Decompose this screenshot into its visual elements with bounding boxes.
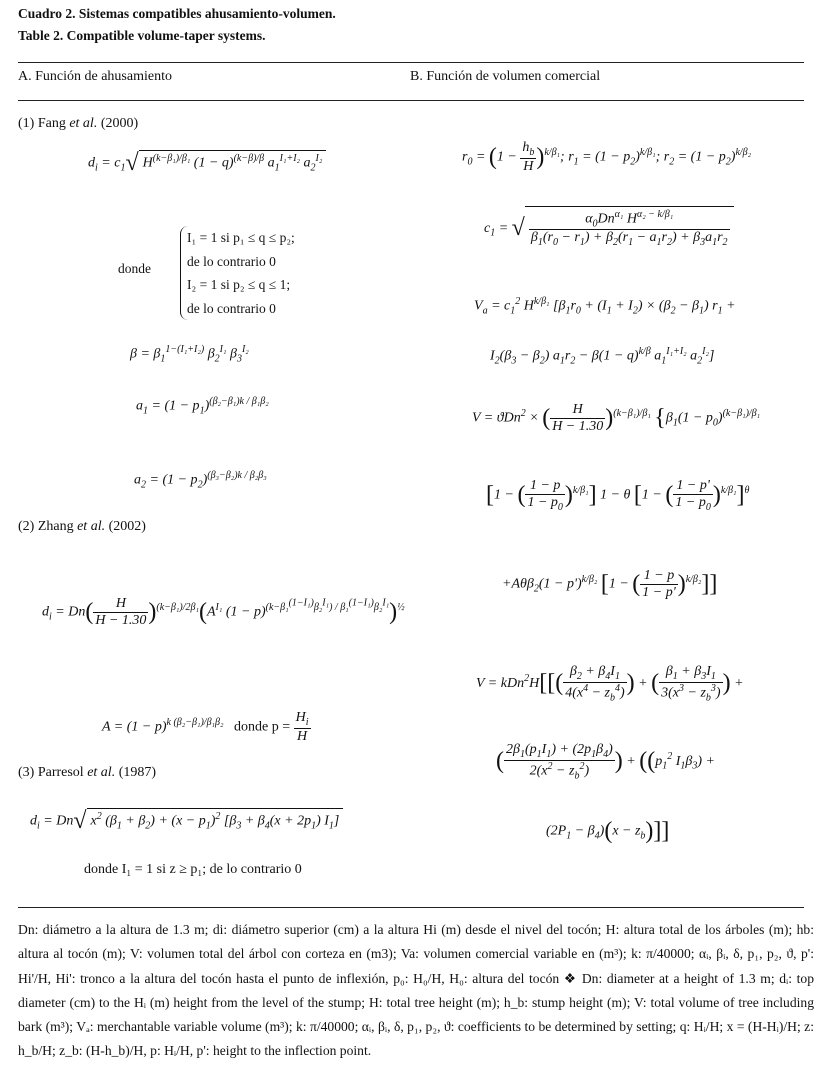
equation-zhang-di: $d_i = Dn$( $\frac{H}{H - 1.30}$ )$^{(k-\beta_1)/2\beta_1}(A^{I_1}$ $(1 - p)^{(k-\beta_1^{(1-I_1)}\beta_2^{I_1}) / \beta_1^{(1-I_1)}\beta_2^{I_1}})^{\frac{1}{2}}$ (42, 596, 405, 628)
equation-volume-v-parresol-1: V = kDn$^2$H[[( $\frac{\beta_2 + \beta_4I_1}{4(x^4 - z_b^4)}$ ) + ( $\frac{\beta_1 + \beta_3I_1}{3(x^3 - z_b^3)}$ ) + (476, 664, 744, 704)
equation-volume-v-parresol-2: ( $\frac{2\beta_1(p_1I_1) + (2p_1\beta_4)}{2(x^2 - z_b^2)}$ ) + (($p_1^2$ $I_1\beta_3$) + (496, 742, 715, 782)
top-rule (18, 62, 804, 63)
equation-fang-beta: $\beta = \beta_1^{1-(I_1+I_2)}$ $\beta_2^{I_1}$ $\beta_3^{I_2}$ (130, 344, 249, 365)
header-rule (18, 100, 804, 101)
table-notes: Dn: diámetro a la altura de 1.3 m; di: diámetro superior (cm) a la altura Hi (m) desde el nivel del tocón; H: altura total de los árboles (m); hb: altura al tocón (m); V: volumen total del árbol con corteza en (m3); Va: volumen comercial variable en (m³); k: π/40000; αᵢ, βᵢ, δ, p₁, p₂, ϑ, p': Hi'/H, Hi': tronco a la altura del tocón hasta el punto de inflexión, p₀: H₀/H, H₀: altura del tocón ❖ Dn: diameter at a height of 1.3 m; dᵢ: top diameter (cm) to the Hᵢ (m) height from the level of the stump; H: total tree height (m); h_b: stump height (m); V: total volume of tree including bark (m³); Vₐ: merchantable variable volume (m³); k: π/40000; αᵢ, βᵢ, δ, p₁, p₂, ϑ: coefficients to be determined by setting; q: Hᵢ/H; x = (H-Hᵢ)/H; z: h_b/H; z_b: (H-h_b)/H, p: Hᵢ/H, p': height to the inflection point. (18, 922, 814, 1059)
equation-volume-v-parresol-3: $(2P_1 - \beta_4)(x - z_b)$]] (546, 818, 670, 844)
condition-block: donde I₁ = 1 si p₁ ≤ q ≤ p₂; de lo contrario 0 I₂ = 1 si p₂ ≤ q ≤ 1; de lo contrario 0 (118, 226, 338, 326)
column-header-a: A. Función de ahusamiento (18, 69, 172, 84)
section-zhang: (2) Zhang et al. (2002) (18, 519, 146, 534)
equation-fang-a1: $a_1 = (1 - p_1)^{(\beta_2-\beta_1)k / \beta_1\beta_2}$ (136, 396, 269, 417)
equation-volume-c1: $c_1$ = √ $\frac{\alpha_0Dn^{\alpha_1} H^{\alpha_2 - k/\beta_1}}{\beta_1(r_0 - r_1) + \beta_2(r_1 - a_1r_2) + \beta_3a_1r_2}$ (484, 206, 734, 248)
section-fang: (1) Fang et al. (2000) (18, 116, 139, 131)
equation-fang-di: $d_i = c_1√$ $H^{(k-\beta_1)/\beta_1}$ $(1 - q)^{(k-\beta)/\beta}$ $a_1^{I_1+I_2}$ $a_2^{I_2}$ (88, 150, 326, 177)
equation-volume-va-1: $V_a = c_1^2$ $H^{k/\beta_1}$ [$\beta_1r_0 + (I_1 + I_2) \times (\beta_2 - \beta_1) r_1$ + (474, 296, 736, 317)
footer-rule (18, 907, 804, 908)
equation-fang-a2: $a_2 = (1 - p_2)^{(\beta_3-\beta_2)k / \beta_2\beta_3}$ (134, 470, 267, 491)
section-parresol: (3) Parresol et al. (1987) (18, 765, 157, 780)
caption-es: Cuadro 2. Sistemas compatibles ahusamiento-volumen. (18, 6, 336, 21)
parresol-condition: donde I₁ = 1 si z ≥ p₁; de lo contrario 0 (84, 862, 302, 877)
equation-volume-v-fang-1: V = ϑDn$^2$ × ( $\frac{H}{H - 1.30}$ )$^{(k-\beta_1)/\beta_1}$ {$\beta_1(1 - p_0)^{(k-\beta_1)/\beta_1}$ (472, 402, 761, 434)
equation-volume-v-fang-2: [1 − ( $\frac{1 - p}{1 - p_0}$ )$^{k/\beta_1}$] 1 − θ [1 − ( $\frac{1 - p'}{1 - p_0}$ )$^{k/\beta_1}$]$^\theta$ (486, 478, 750, 513)
equation-volume-r: $r_0 = (1$ − $\frac{h_b}{H}$ )$^{k/\beta_1}$; $r_1 = (1 - p_2)^{k/\beta_1}$; $r_2 = (1 - p_2)^{k/\beta_2}$ (462, 140, 752, 174)
caption-en: Table 2. Compatible volume-taper systems. (18, 28, 266, 43)
equation-volume-v-fang-3: $+A\theta\beta_2(1 - p')^{k/\beta_2}$ [1 − ( $\frac{1 - p}{1 - p'}$ )$^{k/\beta_2}$]] (502, 568, 718, 600)
equation-volume-va-2: $I_2(\beta_3 - \beta_2) a_1r_2 - \beta(1 - q)^{k/\beta}$ $a_1^{I_1+I_2}$ $a_2^{I_2}$] (490, 346, 715, 367)
equation-zhang-a: $A = (1 - p)^{k (\beta_2-\beta_1)/\beta_1\beta_2}$ donde p = $\frac{H_i}{H}$ (102, 710, 309, 744)
column-header-b: B. Función de volumen comercial (410, 69, 601, 84)
equation-parresol-di: $d_i = Dn√$ $x^2$ $(\beta_1 + \beta_2) + (x - p_1)^2$ [$\beta_3 + \beta_4(x + 2p_1)$ $I_1$] (30, 808, 343, 835)
